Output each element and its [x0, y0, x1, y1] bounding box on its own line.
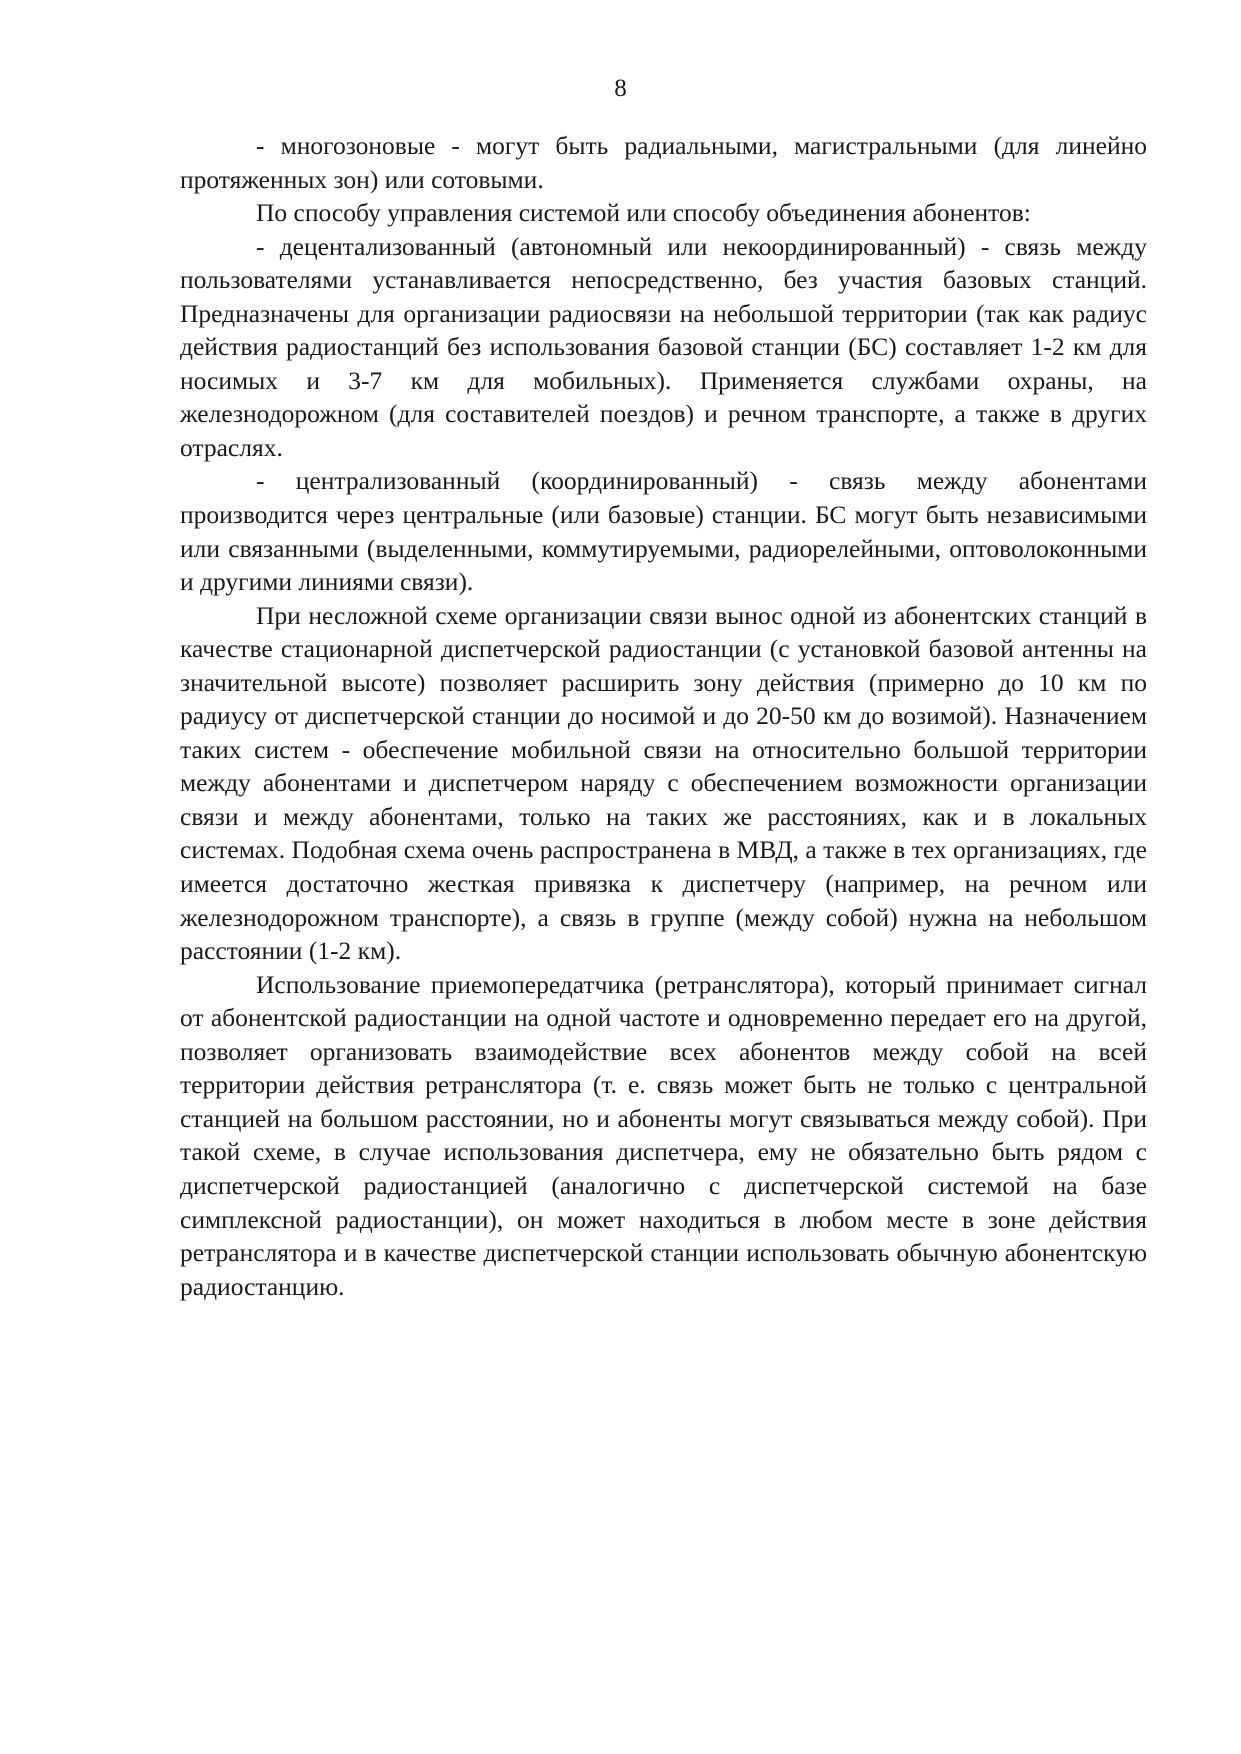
paragraph-multizone: - многозоновые - могут быть радиальными, магистральными (для линейно протяженных зон) или сотовыми.: [180, 131, 1147, 194]
paragraph-centralized: - централизованный (координированный) - связь между абонентами производится через центральные (или базовые) станции. БС могут быть независимыми или связанными (выделенными, коммутируемыми, радиорелейными, оптоволоконными и другими линиями связи).: [180, 466, 1147, 597]
page-number: 8: [614, 75, 627, 102]
body-text: [180, 129, 1147, 1303]
paragraph-repeater: Использование приемопередатчика (ретранслятора), который принимает сигнал от абонентской радиостанции на одной частоте и одновременно передает его на другой, позволяет организовать взаимодействие всех абонентов между собой на всей территории действия ретранслятора (т. е. связь может быть не только с центральной станцией на большом расстоянии, но и абоненты могут связываться между собой). При такой схеме, в случае использования диспетчера, ему не обязательно быть рядом с диспетчерской радиостанцией (аналогично с диспетчерской системой на базе симплексной радиостанции), он может находиться в любом месте в зоне действия ретранслятора и в качестве диспетчерской станции использовать обычную абонентскую радиостанцию.: [180, 969, 1147, 1301]
paragraph-control-method: По способу управления системой или способу объединения абонентов:: [256, 198, 1031, 228]
paragraph-dispatch-scheme: При несложной схеме организации связи вынос одной из абонентских станций в качестве стационарной диспетчерской радиостанции (с установкой базовой антенны на значительной высоте) позволяет расширить зону действия (примерно до 10 км по радиусу от диспетчерской станции до носимой и до 20-50 км до возимой). Назначением таких систем - обеспечение мобильной связи на относительно большой территории между абонентами и диспетчером наряду с обеспечением возможности организации связи и между абонентами, только на таких же расстояниях, как и в локальных системах. Подобная схема очень распространена в МВД, а также в тех организациях, где имеется достаточно жесткая привязка к диспетчеру (например, на речном или железнодорожном транспорте), а связь в группе (между собой) нужна на небольшом расстоянии (1-2 км).: [180, 600, 1147, 966]
paragraph-decentralized: - децентализованный (автономный или некоординированный) - связь между пользователями устанавливается непосредственно, без участия базовых станций. Предназначены для организации радиосвязи на небольшой территории (так как радиус действия радиостанций без использования базовой станции (БС) составляет 1-2 км для носимых и 3-7 км для мобильных). Применяется службами охраны, на железнодорожном (для составителей поездов) и речном транспорте, а также в других отраслях.: [180, 231, 1147, 462]
